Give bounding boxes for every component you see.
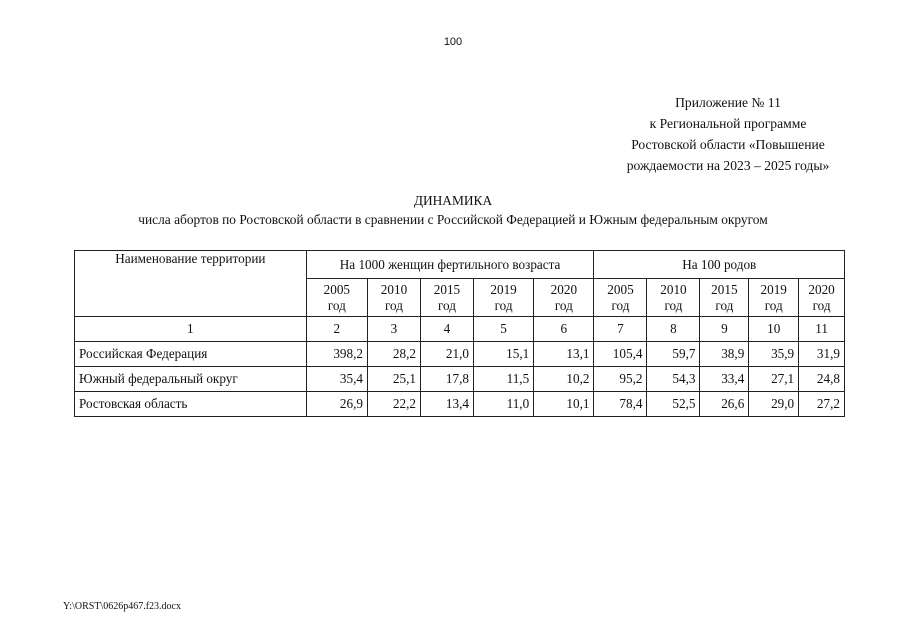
year-unit: год bbox=[327, 297, 346, 313]
territory-name-header: Наименование территории bbox=[75, 251, 307, 317]
per-1000-women-header: На 1000 женщин фертильного возраста bbox=[306, 251, 594, 279]
year-unit: год bbox=[664, 297, 683, 313]
value-cell: 35,4 bbox=[306, 367, 367, 392]
table-row bbox=[75, 392, 845, 417]
value-cell: 10,2 bbox=[534, 367, 594, 392]
page-number: 100 bbox=[443, 36, 463, 48]
year-header bbox=[700, 279, 749, 317]
document-title: ДИНАМИКА bbox=[413, 193, 493, 208]
column-numbers-row bbox=[75, 317, 845, 342]
year-unit: год bbox=[611, 297, 630, 313]
year-unit: год bbox=[384, 297, 403, 313]
document-subtitle: числа абортов по Ростовской области в сравнении с Российской Федерацией и Южным федеральным округом bbox=[138, 212, 768, 227]
column-number-cell: 2 bbox=[306, 317, 367, 342]
column-number-cell: 7 bbox=[594, 317, 647, 342]
year-value: 2020 bbox=[808, 281, 835, 297]
value-cell: 26,6 bbox=[700, 392, 749, 417]
value-cell: 38,9 bbox=[700, 342, 749, 367]
year-unit: год bbox=[812, 297, 831, 313]
value-cell: 78,4 bbox=[594, 392, 647, 417]
column-number-cell: 11 bbox=[799, 317, 845, 342]
appendix-line: к Региональной программе bbox=[649, 116, 807, 131]
column-number-cell: 1 bbox=[75, 317, 307, 342]
year-unit: год bbox=[715, 297, 734, 313]
year-unit: год bbox=[437, 297, 456, 313]
column-number-cell: 9 bbox=[700, 317, 749, 342]
year-value: 2019 bbox=[760, 281, 787, 297]
value-cell: 21,0 bbox=[420, 342, 473, 367]
value-cell: 13,1 bbox=[534, 342, 594, 367]
year-value: 2020 bbox=[550, 281, 578, 297]
value-cell: 59,7 bbox=[647, 342, 700, 367]
territory-name-cell: Южный федеральный округ bbox=[75, 367, 307, 392]
year-header bbox=[367, 279, 420, 317]
year-header bbox=[534, 279, 594, 317]
year-header bbox=[594, 279, 647, 317]
territory-name-cell: Российская Федерация bbox=[75, 342, 307, 367]
column-number-cell: 3 bbox=[367, 317, 420, 342]
year-header bbox=[647, 279, 700, 317]
year-header bbox=[473, 279, 533, 317]
value-cell: 11,0 bbox=[473, 392, 533, 417]
column-number-cell: 10 bbox=[749, 317, 799, 342]
file-path-footer: Y:\ORST\0626p467.f23.docx bbox=[63, 601, 181, 612]
column-number-cell: 5 bbox=[473, 317, 533, 342]
value-cell: 52,5 bbox=[647, 392, 700, 417]
appendix-block bbox=[590, 92, 866, 176]
year-value: 2015 bbox=[711, 281, 738, 297]
table-header-row bbox=[75, 251, 845, 279]
year-header bbox=[306, 279, 367, 317]
value-cell: 35,9 bbox=[749, 342, 799, 367]
territory-name-cell: Ростовская область bbox=[75, 392, 307, 417]
column-number-cell: 4 bbox=[420, 317, 473, 342]
column-number-cell: 6 bbox=[534, 317, 594, 342]
value-cell: 54,3 bbox=[647, 367, 700, 392]
value-cell: 17,8 bbox=[420, 367, 473, 392]
year-value: 2005 bbox=[607, 281, 634, 297]
year-value: 2010 bbox=[660, 281, 687, 297]
year-value: 2015 bbox=[433, 281, 461, 297]
appendix-line: Приложение № 11 bbox=[675, 95, 781, 110]
value-cell: 95,2 bbox=[594, 367, 647, 392]
year-unit: год bbox=[554, 297, 573, 313]
appendix-line: Ростовской области «Повышение bbox=[631, 137, 825, 152]
value-cell: 28,2 bbox=[367, 342, 420, 367]
column-number-cell: 8 bbox=[647, 317, 700, 342]
value-cell: 31,9 bbox=[799, 342, 845, 367]
value-cell: 11,5 bbox=[473, 367, 533, 392]
value-cell: 26,9 bbox=[306, 392, 367, 417]
value-cell: 22,2 bbox=[367, 392, 420, 417]
value-cell: 27,2 bbox=[799, 392, 845, 417]
value-cell: 29,0 bbox=[749, 392, 799, 417]
appendix-line: рождаемости на 2023 – 2025 годы» bbox=[626, 158, 830, 173]
year-header bbox=[420, 279, 473, 317]
year-value: 2010 bbox=[380, 281, 408, 297]
per-100-births-header: На 100 родов bbox=[594, 251, 845, 279]
value-cell: 10,1 bbox=[534, 392, 594, 417]
year-value: 2019 bbox=[490, 281, 517, 297]
table-row bbox=[75, 342, 845, 367]
value-cell: 25,1 bbox=[367, 367, 420, 392]
value-cell: 105,4 bbox=[594, 342, 647, 367]
value-cell: 13,4 bbox=[420, 392, 473, 417]
year-unit: год bbox=[494, 297, 513, 313]
table-row bbox=[75, 367, 845, 392]
year-unit: год bbox=[764, 297, 783, 313]
year-header bbox=[749, 279, 799, 317]
year-header bbox=[799, 279, 845, 317]
abortion-dynamics-table bbox=[74, 250, 845, 417]
value-cell: 33,4 bbox=[700, 367, 749, 392]
year-value: 2005 bbox=[323, 281, 351, 297]
value-cell: 15,1 bbox=[473, 342, 533, 367]
value-cell: 27,1 bbox=[749, 367, 799, 392]
value-cell: 24,8 bbox=[799, 367, 845, 392]
value-cell: 398,2 bbox=[306, 342, 367, 367]
